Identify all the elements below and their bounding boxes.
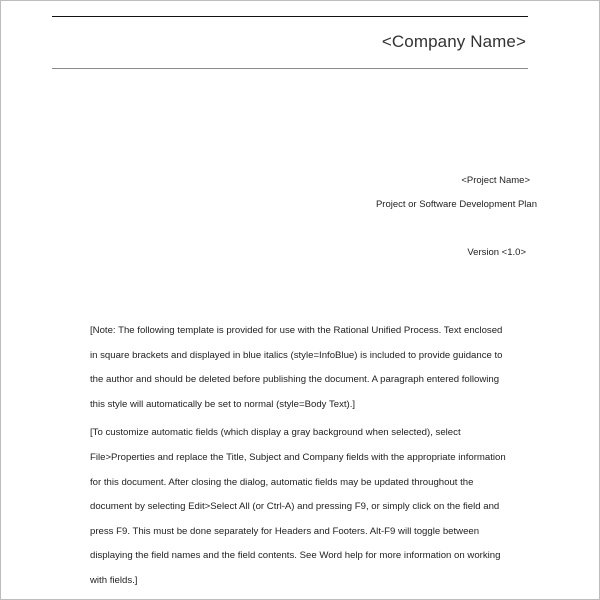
text-line: [Note: The following template is provided for use with the Rational Unified Process. Text enclosed bbox=[90, 325, 503, 336]
text-line: document by selecting Edit>Select All (or Ctrl-A) and pressing F9, or simply click on the field and bbox=[90, 501, 500, 513]
header-rule-top bbox=[52, 16, 528, 17]
text-line: displaying the field names and the field contents. See Word help for more information on working bbox=[90, 550, 501, 562]
project-name: <Project Name> bbox=[461, 175, 530, 186]
text-line: the author and should be deleted before publishing the document. A paragraph entered following bbox=[90, 374, 500, 386]
header-rule-bottom bbox=[52, 68, 528, 69]
document-title: Project or Software Development Plan bbox=[375, 199, 537, 210]
note-paragraph-infoblue bbox=[90, 319, 600, 417]
text-line: press F9. This must be done separately for Headers and Footers. Alt-F9 will toggle between bbox=[90, 525, 480, 537]
note-paragraph-automatic-fields bbox=[90, 421, 600, 593]
text-line: File>Properties and replace the Title, Subject and Company fields with the appropriate information bbox=[90, 451, 506, 463]
text-line: this style will automatically be set to normal (style=Body Text).] bbox=[90, 398, 356, 410]
version-label: Version <1.0> bbox=[467, 247, 526, 258]
company-name: <Company Name> bbox=[381, 32, 526, 51]
text-line: for this document. After closing the dialog, automatic fields may be updated throughout the bbox=[90, 476, 474, 488]
text-line: in square brackets and displayed in blue italics (style=InfoBlue) is included to provide guidance to bbox=[90, 349, 503, 361]
text-line: with fields.] bbox=[90, 574, 138, 586]
template-notes bbox=[90, 319, 600, 598]
text-line: [To customize automatic fields (which display a gray background when selected), select bbox=[90, 427, 461, 439]
